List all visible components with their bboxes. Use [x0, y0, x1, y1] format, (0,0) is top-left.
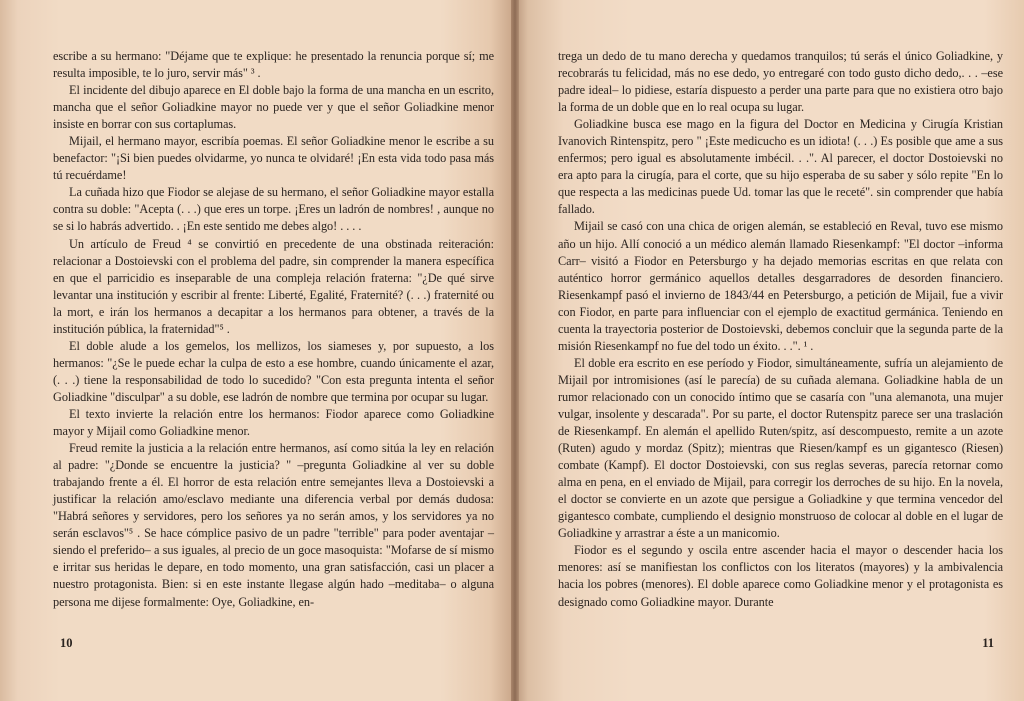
right-page — [514, 0, 1024, 701]
right-page-text — [558, 48, 1003, 611]
paragraph: El incidente del dibujo aparece en El doble bajo la forma de una mancha en un escrito, mancha que el señor Goliadkine mayor no puede ver y que el señor Goliadkine menor insiste en borrar con sus cortaplumas. — [53, 83, 494, 132]
left-page-text — [53, 48, 494, 611]
paragraph: Freud remite la justicia a la relación entre hermanos, así como sitúa la ley en relación al padre: "¿Donde se encuentre la justicia? " –pregunta Goliadkine al ver su doble trabajando frente a él. El horror de esta relación entre semejantes lleva a Dostoievski a justificar la relación amo/esclavo mediante una diferencia verbal por demás dudosa: "Habrá señores y servidores, pero los señores ya no serán amos, y los servidores ya no serán esclavos"⁵ . Se hace cómplice pasivo de un padre "terrible" para poder aventajar –siendo el preferido– a sus iguales, al precio de un goce masoquista: "Mofarse de sí mismo e irritar sus heridas le depare, en todo momento, una gran satisfacción, casi un placer a nuestro protagonista. Bien: si en este instante llegase algún hado –meditaba– o alguna persona me dijese formalmente: Oye, Goliadkine, en- — [53, 441, 494, 609]
paragraph: Goliadkine busca ese mago en la figura del Doctor en Medicina y Cirugía Kristian Ivanovich Rintenspitz, pero " ¡Este medicucho es un idiota! (. . .) Es posible que ame a sus enfermos; pero igual es absolutamente imbécil. . .". Al parecer, el doctor Dostoievski no era apto para la cirugía, para el corte, que su hijo esperaba de su saber y sólo repite "En lo que respecta a las medicinas puede Ud. tomar las que le receté". sin comprender que había fallado. — [558, 117, 1003, 217]
paragraph: La cuñada hizo que Fiodor se alejase de su hermano, el señor Goliadkine mayor estalla contra su doble: "Acepta (. . .) que eres un torpe. ¡Eres un ladrón de nombres! , aunque no se si lo habrás advertido. . ¡En este sentido me debes algo! . . . . — [53, 185, 494, 234]
paragraph: El doble era escrito en ese período y Fiodor, simultáneamente, sufría un alejamiento de Mijail por intromisiones (así le parecía) de su cuñada alemana. Goliadkine habla de un rumor relacionado con un conocido íntimo que se casaría con "una alemanota, una mujer vulgar, insolente y descarada". Por su parte, el doctor Rutenspitz parece ser una traslación de Riesenkampf. En alemán el apellido Ruten/spitz, así descompuesto, remite a un azote (Ruten) agudo y mordaz (Spitz); mientras que Riesen/kampf es un gigantesco (Riesen) combate (Kampf). El doctor Dostoievski, con sus reglas severas, parecía retornar como alma en pena, en el enviado de Mijail, para corregir los derroches de su hijo. En la novela, el doctor se convierte en un azote que persigue a Goliadkine y que termina vencedor del gigantesco combate, cumpliendo el designio monstruoso de colocar al doble en el lugar de Goliadkine y arrastrar a éste a un manicomio. — [558, 355, 1003, 541]
paragraph: Mijail se casó con una chica de origen alemán, se estableció en Reval, tuvo ese mismo año un hijo. Allí conoció a un médico alemán llamado Riesenkampf: "El doctor –informa Carr– visitó a Fiodor en Petersburgo y ha dejado memorias escritas en que relata con auténtico horror germánico aquellos detalles desgarradores de desorden financiero. Riesenkampf pasó el invierno de 1843/44 en Petersburgo, a petición de Mijail, fue a vivir con Fiodor, en parte para influenciar con el ejemplo de exactitud germánica. Teniendo en cuenta la trayectoria posterior de Dostoievski, debemos concluir que la segunda parte de la misión Riesenkampf no fue del todo un éxito. . .". ¹ . — [558, 219, 1003, 353]
paragraph: trega un dedo de tu mano derecha y quedamos tranquilos; tú serás el único Goliadkine, y recobrarás tu felicidad, más no ese dedo, yo entregaré con todo gusto dicho dedo,. . . –ese padre ideal– lo pidiese, estaría dispuesto a perder una parte para que no existiera otro bajo la forma de un doble que en lo real ocupa su lugar. — [558, 49, 1003, 115]
page-number: 10 — [60, 636, 73, 650]
page-number: 11 — [982, 636, 994, 650]
book-gutter — [511, 0, 519, 701]
paragraph: escribe a su hermano: "Déjame que te explique: he presentado la renuncia porque sí; me resulta imposible, te lo juro, servir más" ³ . — [53, 49, 494, 81]
paragraph: El doble alude a los gemelos, los mellizos, los siameses y, por supuesto, a los hermanos: "¿Se le puede echar la culpa de esto a ese hombre, cuando únicamente el azar, (. . .) tiene la responsabilidad de todo lo sucedido? "Con esta pregunta intenta el señor Goliadkine "disculpar" a su doble, ese ladrón de nombre que termina por ocupar su lugar. — [53, 338, 494, 404]
paragraph: Un artículo de Freud ⁴ se convirtió en precedente de una obstinada reiteración: relacionar a Dostoievski con el problema del padre, sin comprender la manera específica en que el parricidio es inseparable de una compleja relación fraterna: "¿De qué sirve levantar una institución y escribir al frente: Liberté, Egalité, Fraternité? (. . .) fraternité ou la mort, e irán los hermanos a decapitar a los hermanos para obtener, a través de la institución pública, la fraternidad"⁵ . — [53, 236, 494, 336]
paragraph: El texto invierte la relación entre los hermanos: Fiodor aparece como Goliadkine mayor y Mijail como Goliadkine menor. — [53, 406, 494, 439]
paragraph: Mijail, el hermano mayor, escribía poemas. El señor Goliadkine menor le escribe a su benefactor: "¡Si bien puedes olvidarme, yo nunca te olvidaré! ¡En esta vida todo pasa más tú recuérdame! — [53, 134, 494, 183]
paragraph: Fiodor es el segundo y oscila entre ascender hacia el mayor o descender hacia los menores: así se manifiestan los conflictos con los literatos (mayores) y la ambivalencia hacia los pobres (menores). El doble aparece como Goliadkine menor y el protagonista es designado como Goliadkine mayor. Durante — [558, 543, 1003, 609]
